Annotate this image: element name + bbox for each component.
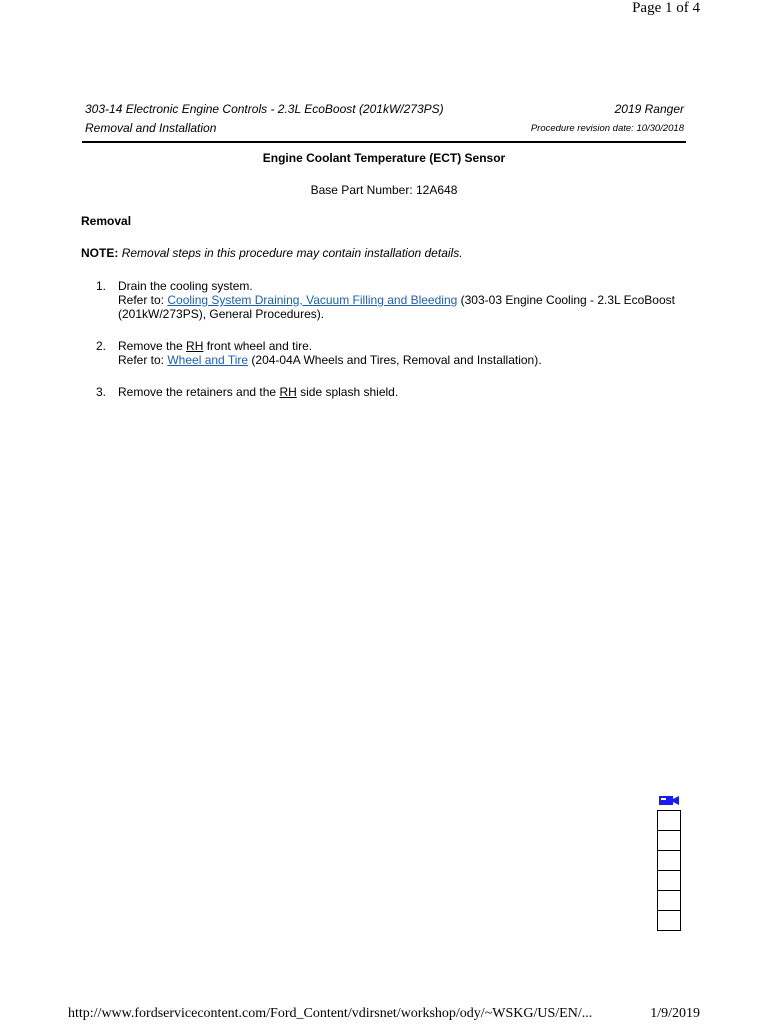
step-2	[96, 339, 690, 367]
step-text	[118, 385, 690, 399]
wheel-and-tire-link[interactable]: Wheel and Tire	[167, 353, 249, 367]
page-number: Page 1 of 4	[632, 0, 700, 16]
footer-url: http://www.fordservicecontent.com/Ford_Content/vdirsnet/workshop/ody/~WSKG/US/EN/...	[68, 1006, 593, 1021]
procedure-steps	[96, 279, 690, 417]
step-3	[96, 385, 690, 399]
thumbnail-frame[interactable]	[657, 830, 681, 851]
step-text-post: side splash shield.	[296, 385, 399, 399]
step-reference	[118, 293, 690, 321]
step-1	[96, 279, 690, 321]
refer-suffix: (204-04A Wheels and Tires, Removal and Installation).	[248, 353, 542, 367]
header-divider	[82, 141, 686, 143]
step-body	[118, 385, 690, 399]
video-camera-icon[interactable]	[658, 795, 680, 807]
cooling-system-link[interactable]: Cooling System Draining, Vacuum Filling and Bleeding	[167, 293, 458, 307]
thumbnail-frame[interactable]	[657, 910, 681, 931]
header-left	[85, 100, 444, 138]
refer-suffix: (303-03 Engine Cooling - 2.3L EcoBoost (201kW/273PS), General Procedures).	[118, 293, 675, 321]
thumbnail-frame[interactable]	[657, 870, 681, 891]
note-text: Removal steps in this procedure may contain installation details.	[121, 246, 463, 260]
step-number: 1.	[96, 279, 107, 293]
thumbnail-frame[interactable]	[657, 810, 681, 831]
step-text-pre: Remove the	[118, 339, 187, 353]
refer-prefix: Refer to:	[118, 293, 168, 307]
header-subsection: Removal and Installation	[85, 121, 217, 135]
step-reference	[118, 353, 690, 367]
step-text	[118, 339, 690, 353]
thumbnail-frame[interactable]	[657, 850, 681, 871]
footer-date: 1/9/2019	[650, 1006, 700, 1021]
refer-prefix: Refer to:	[118, 353, 168, 367]
step-text-pre: Remove the retainers and the	[118, 385, 280, 399]
header-vehicle: 2019 Ranger	[614, 102, 684, 116]
note	[81, 246, 463, 260]
document-title: Engine Coolant Temperature (ECT) Sensor	[262, 151, 506, 165]
step-text: Drain the cooling system.	[118, 279, 253, 293]
step-body	[118, 279, 690, 321]
rh-abbreviation[interactable]: RH	[279, 385, 297, 399]
rh-abbreviation[interactable]: RH	[186, 339, 204, 353]
note-label: NOTE:	[81, 246, 119, 260]
step-number: 3.	[96, 385, 107, 399]
step-number: 2.	[96, 339, 107, 353]
thumbnail-frame[interactable]	[657, 890, 681, 911]
header-section: 303-14 Electronic Engine Controls - 2.3L EcoBoost (201kW/273PS)	[85, 102, 444, 116]
header-right	[531, 100, 684, 138]
header-revision-date: Procedure revision date: 10/30/2018	[530, 123, 684, 134]
base-part-number: Base Part Number: 12A648	[310, 183, 458, 197]
thumbnail-frame-stack	[657, 811, 679, 931]
step-text-post: front wheel and tire.	[203, 339, 313, 353]
section-heading: Removal	[81, 214, 132, 228]
step-body	[118, 339, 690, 367]
